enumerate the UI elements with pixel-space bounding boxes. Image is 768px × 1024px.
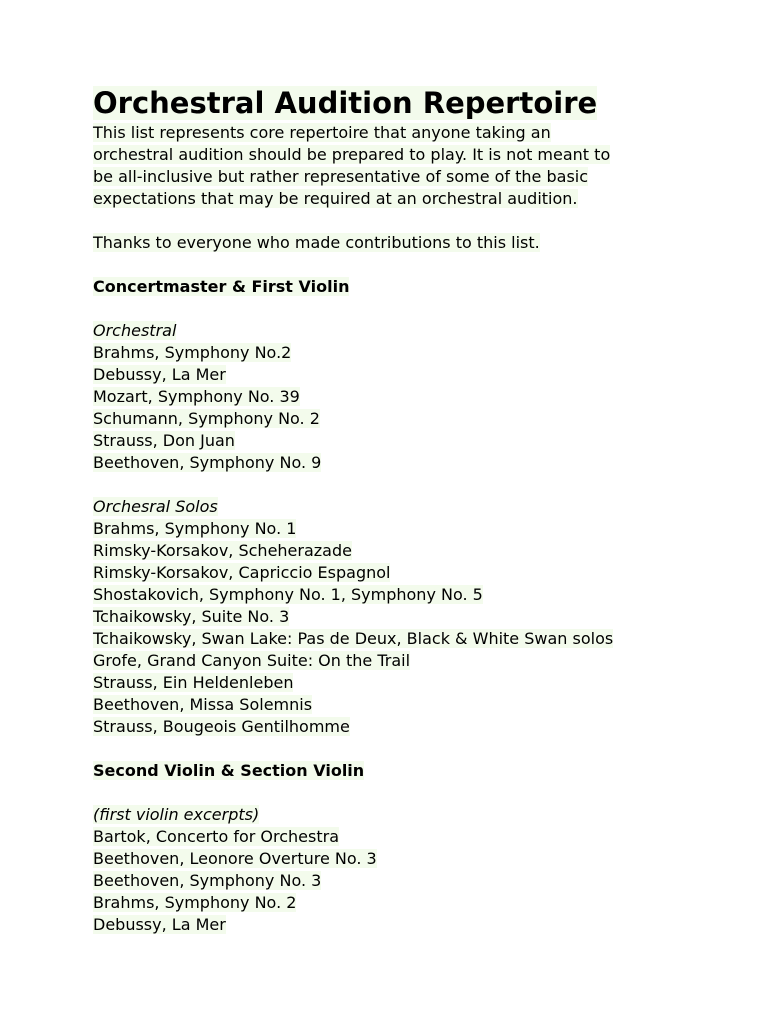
section-heading: Second Violin & Section Violin — [93, 761, 365, 780]
thanks-text: Thanks to everyone who made contributions to this list. — [93, 233, 540, 252]
intro-line: be all-inclusive but rather representative of some of the basic — [93, 167, 589, 186]
repertoire-item: Debussy, La Mer — [93, 365, 226, 384]
repertoire-item: Rimsky-Korsakov, Scheherazade — [93, 541, 352, 560]
repertoire-item: Beethoven, Symphony No. 9 — [93, 453, 322, 472]
intro-line: expectations that may be required at an orchestral audition. — [93, 189, 578, 208]
repertoire-item: Tchaikowsky, Suite No. 3 — [93, 607, 290, 626]
repertoire-item: Brahms, Symphony No. 2 — [93, 893, 297, 912]
repertoire-item: Strauss, Ein Heldenleben — [93, 673, 294, 692]
group-label: (first violin excerpts) — [93, 805, 260, 824]
intro-line: orchestral audition should be prepared to play. It is not meant to — [93, 145, 611, 164]
repertoire-item: Rimsky-Korsakov, Capriccio Espagnol — [93, 563, 391, 582]
group-label: Orchesral Solos — [93, 497, 218, 516]
section-heading: Concertmaster & First Violin — [93, 277, 350, 296]
repertoire-item: Schumann, Symphony No. 2 — [93, 409, 320, 428]
repertoire-item: Shostakovich, Symphony No. 1, Symphony No. 5 — [93, 585, 483, 604]
repertoire-item: Grofe, Grand Canyon Suite: On the Trail — [93, 651, 411, 670]
intro-paragraph — [93, 122, 733, 210]
repertoire-item: Beethoven, Missa Solemnis — [93, 695, 313, 714]
repertoire-item: Debussy, La Mer — [93, 915, 226, 934]
group-label: Orchestral — [93, 321, 177, 340]
repertoire-item: Strauss, Bougeois Gentilhomme — [93, 717, 350, 736]
repertoire-item: Brahms, Symphony No. 1 — [93, 519, 297, 538]
intro-line: This list represents core repertoire that anyone taking an — [93, 123, 551, 142]
repertoire-item: Strauss, Don Juan — [93, 431, 235, 450]
repertoire-item: Tchaikowsky, Swan Lake: Pas de Deux, Black & White Swan solos — [93, 629, 614, 648]
document-title: Orchestral Audition Repertoire — [93, 86, 598, 120]
repertoire-item: Bartok, Concerto for Orchestra — [93, 827, 340, 846]
repertoire-item: Mozart, Symphony No. 39 — [93, 387, 300, 406]
repertoire-item: Beethoven, Leonore Overture No. 3 — [93, 849, 377, 868]
repertoire-item: Brahms, Symphony No.2 — [93, 343, 292, 362]
repertoire-item: Beethoven, Symphony No. 3 — [93, 871, 322, 890]
document-page — [93, 84, 733, 936]
